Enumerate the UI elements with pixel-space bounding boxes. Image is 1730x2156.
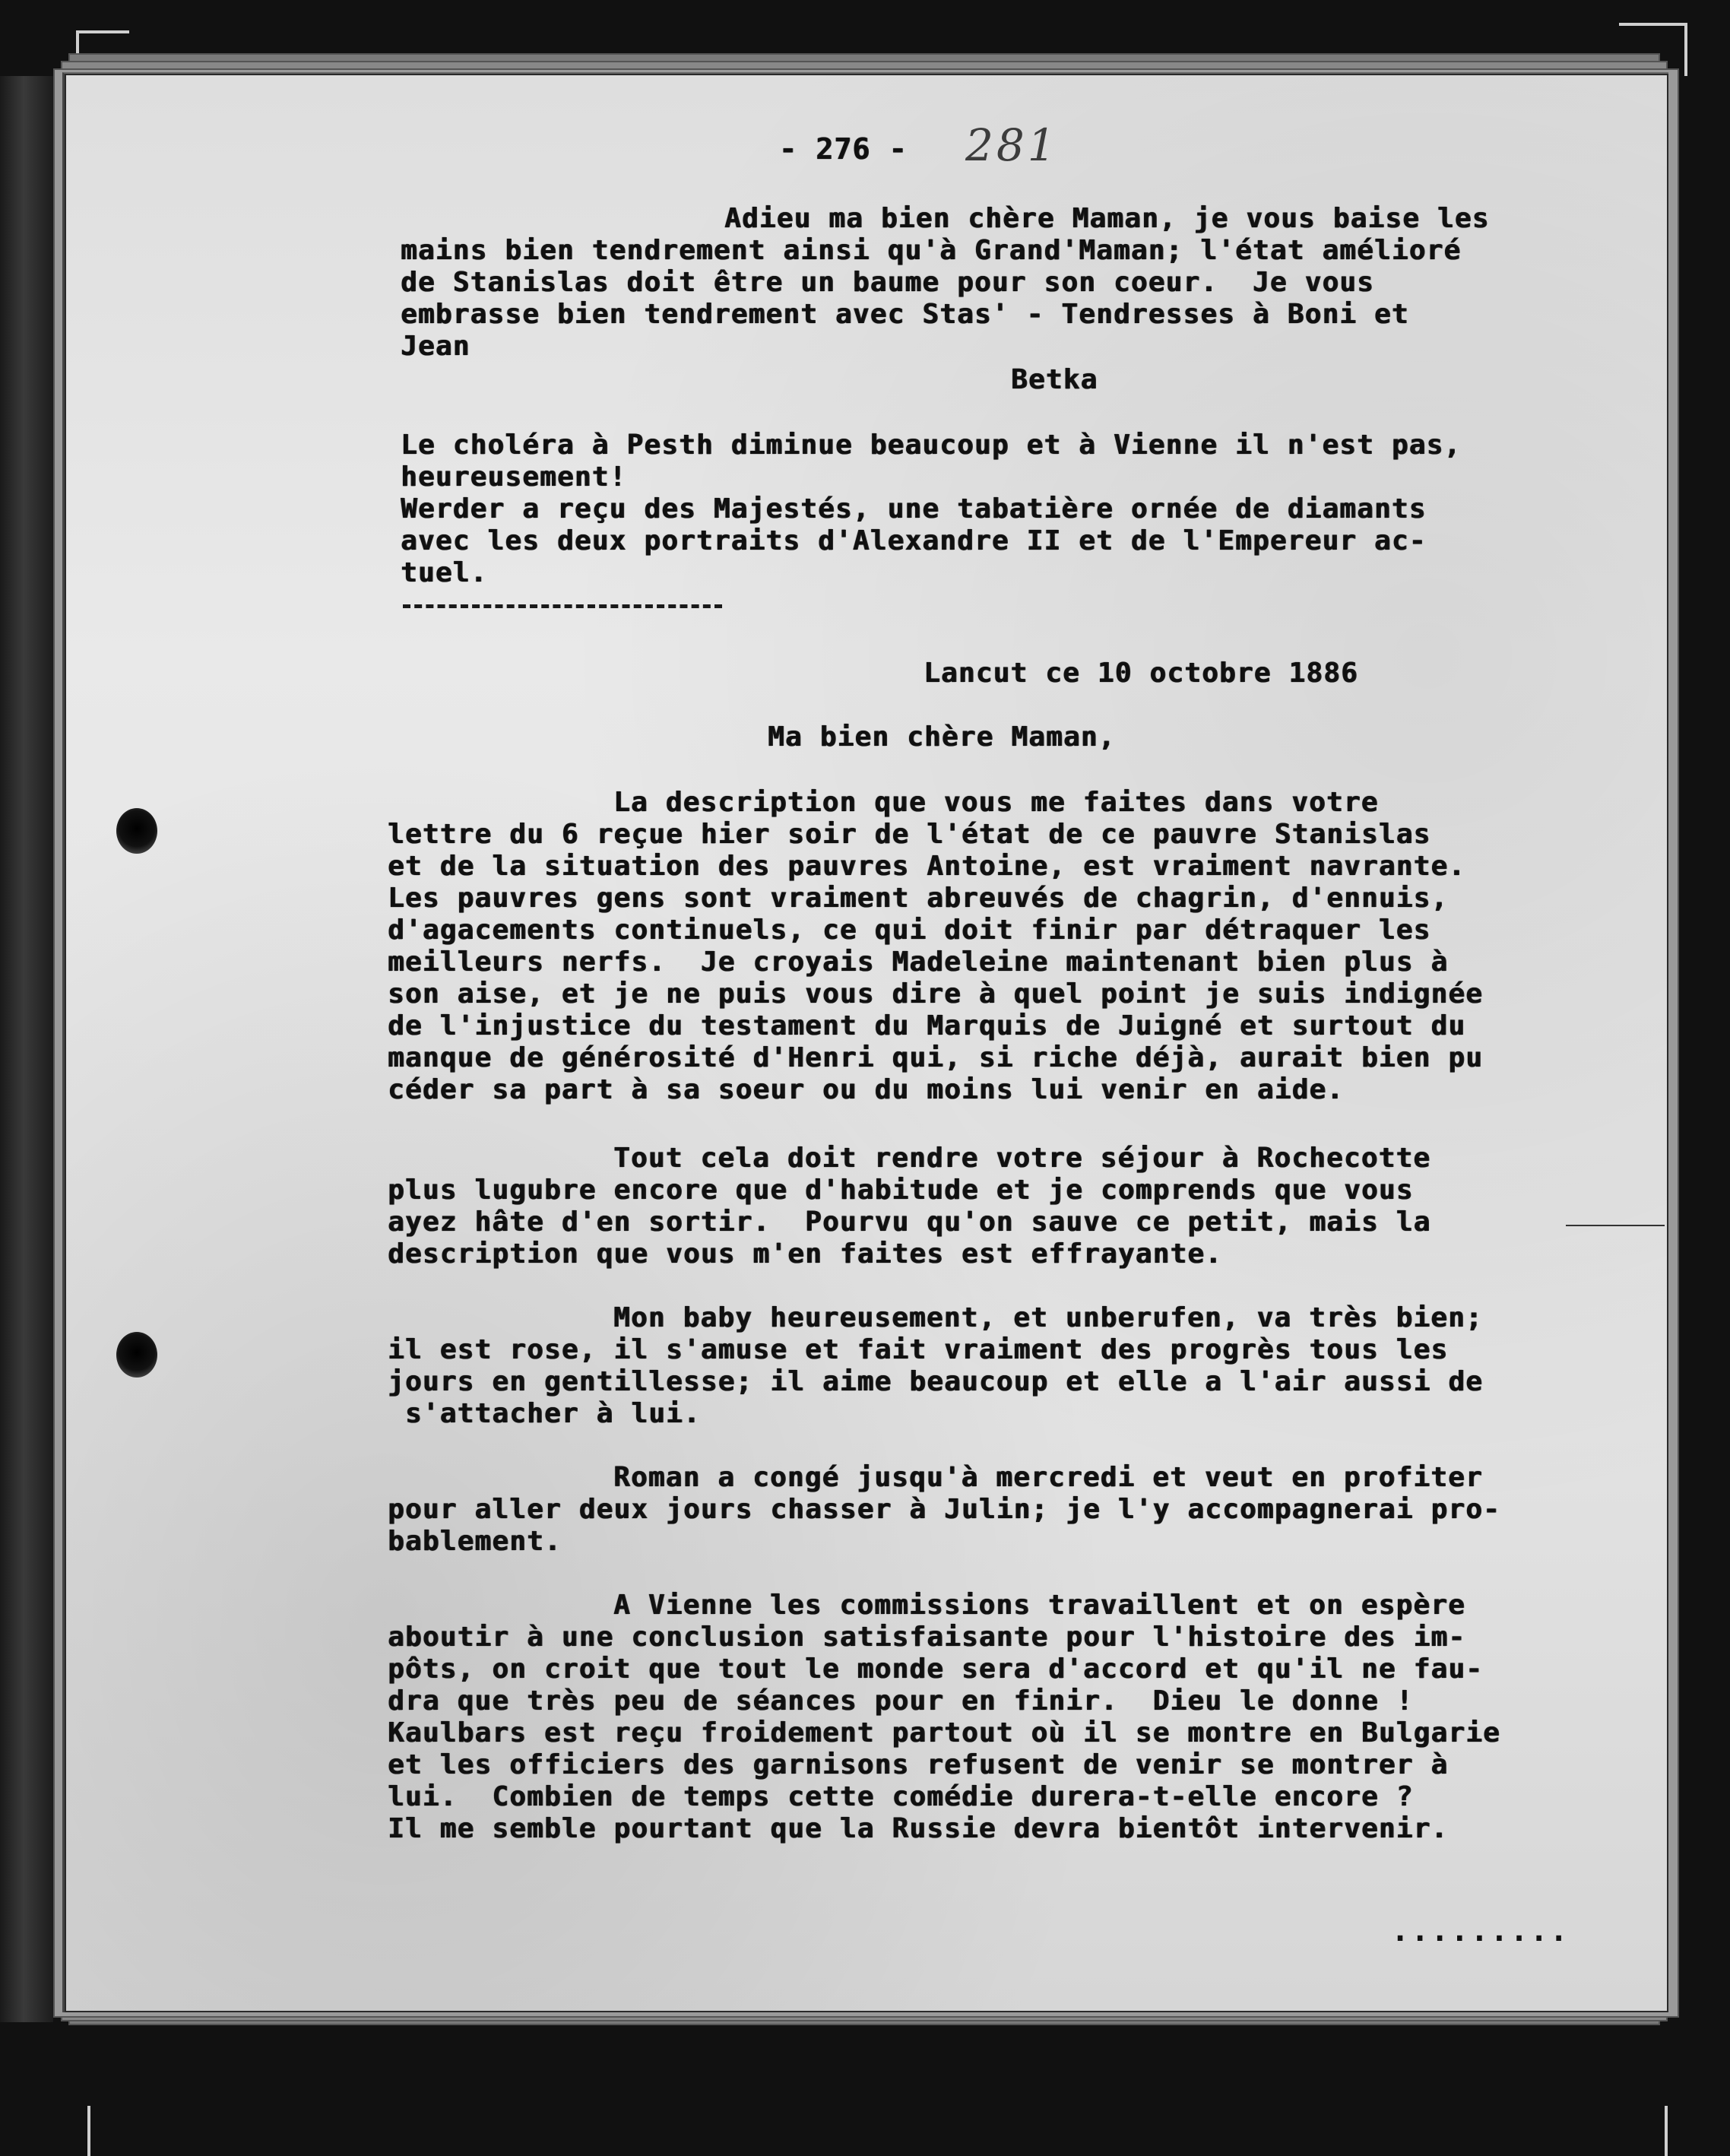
page-number: - 276 -: [779, 132, 908, 166]
text-line: de Stanislas doit être un baume pour son coeur. Je vous: [401, 267, 1374, 298]
text-line: lettre du 6 reçue hier soir de l'état de ce pauvre Stanislas: [388, 819, 1431, 850]
text-line: d'agacements continuels, ce qui doit finir par détraquer les: [388, 915, 1431, 946]
text-line: meilleurs nerfs. Je croyais Madeleine maintenant bien plus à: [388, 946, 1449, 978]
text-line: Werder a reçu des Majestés, une tabatière ornée de diamants: [401, 493, 1427, 525]
text-line: heureusement!: [401, 461, 627, 493]
text-line: pour aller deux jours chasser à Julin; je l'y accompagnerai pro-: [388, 1494, 1500, 1525]
text-line: dra que très peu de séances pour en finir. Dieu le donne !: [388, 1685, 1414, 1717]
text-line: Roman a congé jusqu'à mercredi et veut en profiter: [613, 1462, 1483, 1493]
text-line: et de la situation des pauvres Antoine, est vraiment navrante.: [388, 851, 1466, 882]
crop-mark-top-left: [76, 30, 129, 33]
crop-mark-bottom-left: [87, 2106, 90, 2156]
text-line: et les officiers des garnisons refusent de venir se montrer à: [388, 1749, 1449, 1780]
text-line: plus lugubre encore que d'habitude et je comprends que vous: [388, 1175, 1414, 1206]
text-line: de l'injustice du testament du Marquis de Juigné et surtout du: [388, 1010, 1466, 1042]
text-line: Mon baby heureusement, et unberufen, va très bien;: [613, 1302, 1483, 1333]
punch-hole-lower: [116, 1332, 157, 1378]
separator-rule: [403, 604, 722, 608]
text-line: Tout cela doit rendre votre séjour à Rochecotte: [613, 1143, 1431, 1174]
binder-edge: [0, 76, 53, 2022]
text-line: aboutir à une conclusion satisfaisante pour l'histoire des im-: [388, 1622, 1466, 1653]
continuation-dots: .........: [1391, 1913, 1570, 1948]
text-line: Il me semble pourtant que la Russie devra bientôt intervenir.: [388, 1813, 1449, 1844]
text-line: ayez hâte d'en sortir. Pourvu qu'on sauve ce petit, mais la: [388, 1206, 1431, 1238]
text-line: La description que vous me faites dans votre: [613, 787, 1379, 818]
signature: Betka: [1011, 364, 1098, 395]
crop-mark-bottom-right: [1665, 2106, 1668, 2156]
text-line: tuel.: [401, 557, 488, 588]
text-line: bablement.: [388, 1526, 562, 1557]
text-line: description que vous m'en faites est effrayante.: [388, 1238, 1222, 1270]
text-line: Jean: [401, 331, 471, 362]
text-line: Kaulbars est reçu froidement partout où il se montre en Bulgarie: [388, 1717, 1500, 1749]
text-line: mains bien tendrement ainsi qu'à Grand'Maman; l'état amélioré: [401, 235, 1462, 266]
salutation: Ma bien chère Maman,: [768, 721, 1116, 753]
crop-mark-top-right-v: [1684, 23, 1687, 76]
text-line: avec les deux portraits d'Alexandre II et de l'Empereur ac-: [401, 525, 1427, 556]
crop-mark-top-right: [1619, 23, 1687, 26]
punch-hole-upper: [116, 808, 157, 854]
text-line: lui. Combien de temps cette comédie durera-t-elle encore ?: [388, 1781, 1414, 1812]
document-page: [62, 72, 1668, 2012]
text-line: A Vienne les commissions travaillent et on espère: [613, 1590, 1465, 1621]
margin-pencil-mark: [1566, 1225, 1665, 1226]
handwritten-page-number: 281: [965, 119, 1059, 171]
text-line: embrasse bien tendrement avec Stas' - Tendresses à Boni et: [401, 299, 1409, 330]
text-line: Le choléra à Pesth diminue beaucoup et à Vienne il n'est pas,: [401, 430, 1462, 461]
text-line: Adieu ma bien chère Maman, je vous baise les: [724, 203, 1490, 234]
text-line: son aise, et je ne puis vous dire à quel point je suis indignée: [388, 978, 1484, 1010]
letter-date: Lancut ce 10 octobre 1886: [924, 658, 1358, 689]
text-line: jours en gentillesse; il aime beaucoup et elle a l'air aussi de: [388, 1366, 1484, 1397]
text-line: céder sa part à sa soeur ou du moins lui venir en aide.: [388, 1074, 1345, 1105]
text-line: il est rose, il s'amuse et fait vraiment des progrès tous les: [388, 1334, 1449, 1365]
text-line: s'attacher à lui.: [388, 1398, 701, 1429]
text-line: Les pauvres gens sont vraiment abreuvés de chagrin, d'ennuis,: [388, 883, 1449, 914]
text-line: pôts, on croit que tout le monde sera d'accord et qu'il ne fau-: [388, 1653, 1484, 1685]
text-line: manque de générosité d'Henri qui, si riche déjà, aurait bien pu: [388, 1042, 1484, 1073]
